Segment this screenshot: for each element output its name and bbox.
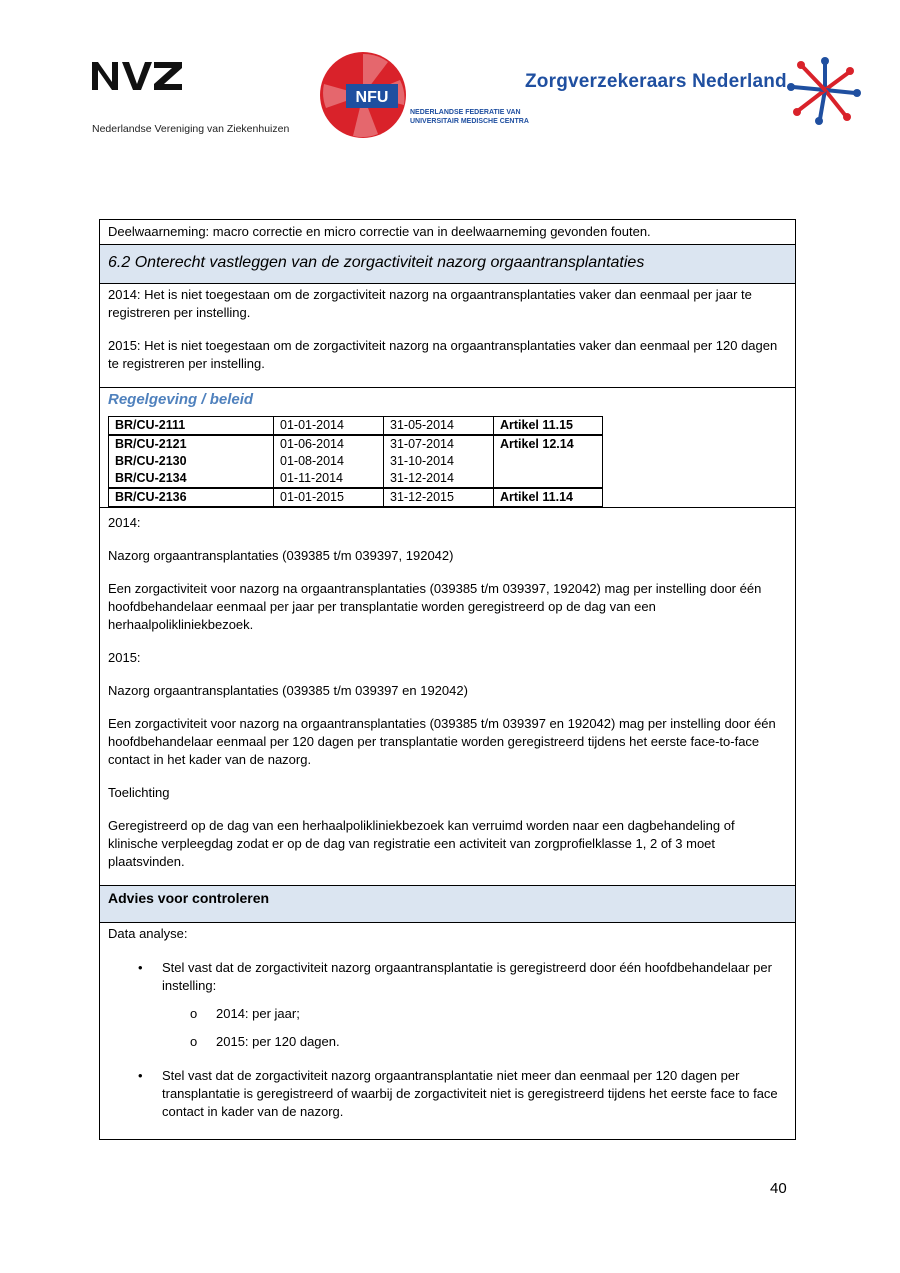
regulation-title: Regelgeving / beleid xyxy=(108,391,254,408)
zn-name: Zorgverzekeraars Nederland xyxy=(525,71,787,92)
regulation-article: Artikel 12.14 xyxy=(494,435,603,488)
body-paragraph: Nazorg orgaantransplantaties (039385 t/m 039397 en 192042) xyxy=(108,683,468,698)
regulation-table xyxy=(108,416,603,507)
advice-bullet-text: Stel vast dat de zorgactiviteit nazorg orgaantransplantatie is geregistreerd door één hoofdbehandelaar per instelling: xyxy=(162,960,772,993)
nfu-subtitle xyxy=(410,108,529,126)
body-paragraph: 2014: xyxy=(108,515,141,530)
regulation-start-date: 01-11-2014 xyxy=(280,471,344,485)
regulation-end-date: 31-10-2014 xyxy=(390,454,454,468)
advice-bullet xyxy=(108,1067,787,1121)
nfu-logo-mark-icon xyxy=(318,50,408,140)
regulation-code: BR/CU-2134 xyxy=(115,471,187,485)
body-paragraph: Een zorgactiviteit voor nazorg na orgaantransplantaties (039385 t/m 039397 en 192042) mag per instelling door één hoofdbehandelaar eenmaal per 120 dagen per transplantatie worden geregistreerd tijdens het eerste face-to-face contact in het kader van de nazorg. xyxy=(108,716,776,767)
nfu-logo xyxy=(318,50,529,140)
regulation-end-date: 31-05-2014 xyxy=(384,417,494,436)
section-paragraph: 2015: Het is niet toegestaan om de zorgactiviteit nazorg na orgaantransplantaties vaker dan eenmaal per 120 dagen te registreren per instelling. xyxy=(108,338,778,371)
section-title: 6.2 Onterecht vastleggen van de zorgactiviteit nazorg orgaantransplantaties xyxy=(100,245,795,284)
advice-sub-item: o 2014: per jaar; xyxy=(162,1005,787,1023)
advice-bullet-list xyxy=(108,959,787,1121)
body-paragraph: Nazorg orgaantransplantaties (039385 t/m 039397, 192042) xyxy=(108,548,454,563)
nvz-subtitle: Nederlandse Vereniging van Ziekenhuizen xyxy=(92,123,290,135)
advice-block xyxy=(100,923,795,1139)
section-description xyxy=(100,284,795,388)
regulation-codes xyxy=(109,435,274,488)
regulation-start-dates xyxy=(274,435,384,488)
regulation-end-date: 31-12-2014 xyxy=(390,471,454,485)
regulation-article: Artikel 11.14 xyxy=(494,488,603,507)
page-number: 40 xyxy=(770,1180,787,1197)
regulation-code: BR/CU-2136 xyxy=(109,488,274,507)
body-paragraph: Een zorgactiviteit voor nazorg na orgaantransplantaties (039385 t/m 039397, 192042) mag per instelling door één hoofdbehandelaar eenmaal per jaar per transplantatie worden geregistreerd op de dag van een herhaalpolikliniekbezoek. xyxy=(108,581,762,632)
nvz-logo-mark-icon xyxy=(92,60,184,92)
body-paragraph: Toelichting xyxy=(108,785,170,800)
regulation-start-date: 01-08-2014 xyxy=(280,454,344,468)
regulation-code: BR/CU-2121 xyxy=(115,437,187,451)
body-block xyxy=(100,508,795,886)
regulation-row xyxy=(109,435,603,488)
regulation-code: BR/CU-2130 xyxy=(115,454,187,468)
advice-intro: Data analyse: xyxy=(108,926,188,941)
regulation-row xyxy=(109,417,603,436)
regulation-end-date: 31-12-2015 xyxy=(384,488,494,507)
regulation-start-date: 01-01-2015 xyxy=(274,488,384,507)
regulation-end-date: 31-07-2014 xyxy=(390,437,454,451)
body-paragraph: Geregistreerd op de dag van een herhaalpolikliniekbezoek kan verruimd worden naar een dagbehandeling of klinische verpleegdag zodat er op de dag van registratie een activiteit van zorgprofielklasse 1, 2 of 3 moet plaatsvinden. xyxy=(108,818,735,869)
body-paragraph: 2015: xyxy=(108,650,141,665)
nvz-logo xyxy=(92,58,312,138)
svg-text:NFU: NFU xyxy=(355,89,389,106)
regulation-article: Artikel 11.15 xyxy=(494,417,603,436)
zn-logo xyxy=(525,55,870,125)
advice-sub-list xyxy=(162,1005,787,1051)
nfu-subtitle-line-2: UNIVERSITAIR MEDISCHE CENTRA xyxy=(410,118,529,125)
regulation-block xyxy=(100,388,795,508)
section-paragraph: 2014: Het is niet toegestaan om de zorgactiviteit nazorg na orgaantransplantaties vaker dan eenmaal per jaar te registreren per instelling. xyxy=(108,287,752,320)
intro-row xyxy=(100,220,795,245)
advice-sub-item: o 2015: per 120 dagen. xyxy=(162,1033,787,1051)
advice-bullet xyxy=(108,959,787,1051)
regulation-start-date: 01-01-2014 xyxy=(274,417,384,436)
intro-text: Deelwaarneming: macro correctie en micro correctie van in deelwaarneming gevonden fouten. xyxy=(108,224,651,239)
regulation-end-dates xyxy=(384,435,494,488)
page-header xyxy=(0,0,900,150)
zn-logo-figures-icon xyxy=(785,55,865,125)
document-table xyxy=(99,219,796,1140)
nfu-subtitle-line-1: NEDERLANDSE FEDERATIE VAN xyxy=(410,109,521,116)
advice-title: Advies voor controleren xyxy=(100,886,795,923)
regulation-start-date: 01-06-2014 xyxy=(280,437,344,451)
regulation-code: BR/CU-2111 xyxy=(109,417,274,436)
regulation-row xyxy=(109,488,603,507)
advice-bullet-text: Stel vast dat de zorgactiviteit nazorg orgaantransplantatie niet meer dan eenmaal per 120 dagen per transplantatie is geregistreerd of waarbij de zorgactiviteit niet is geregistreerd tijdens het eerste face to face contact in kader van de nazorg. xyxy=(162,1068,778,1119)
